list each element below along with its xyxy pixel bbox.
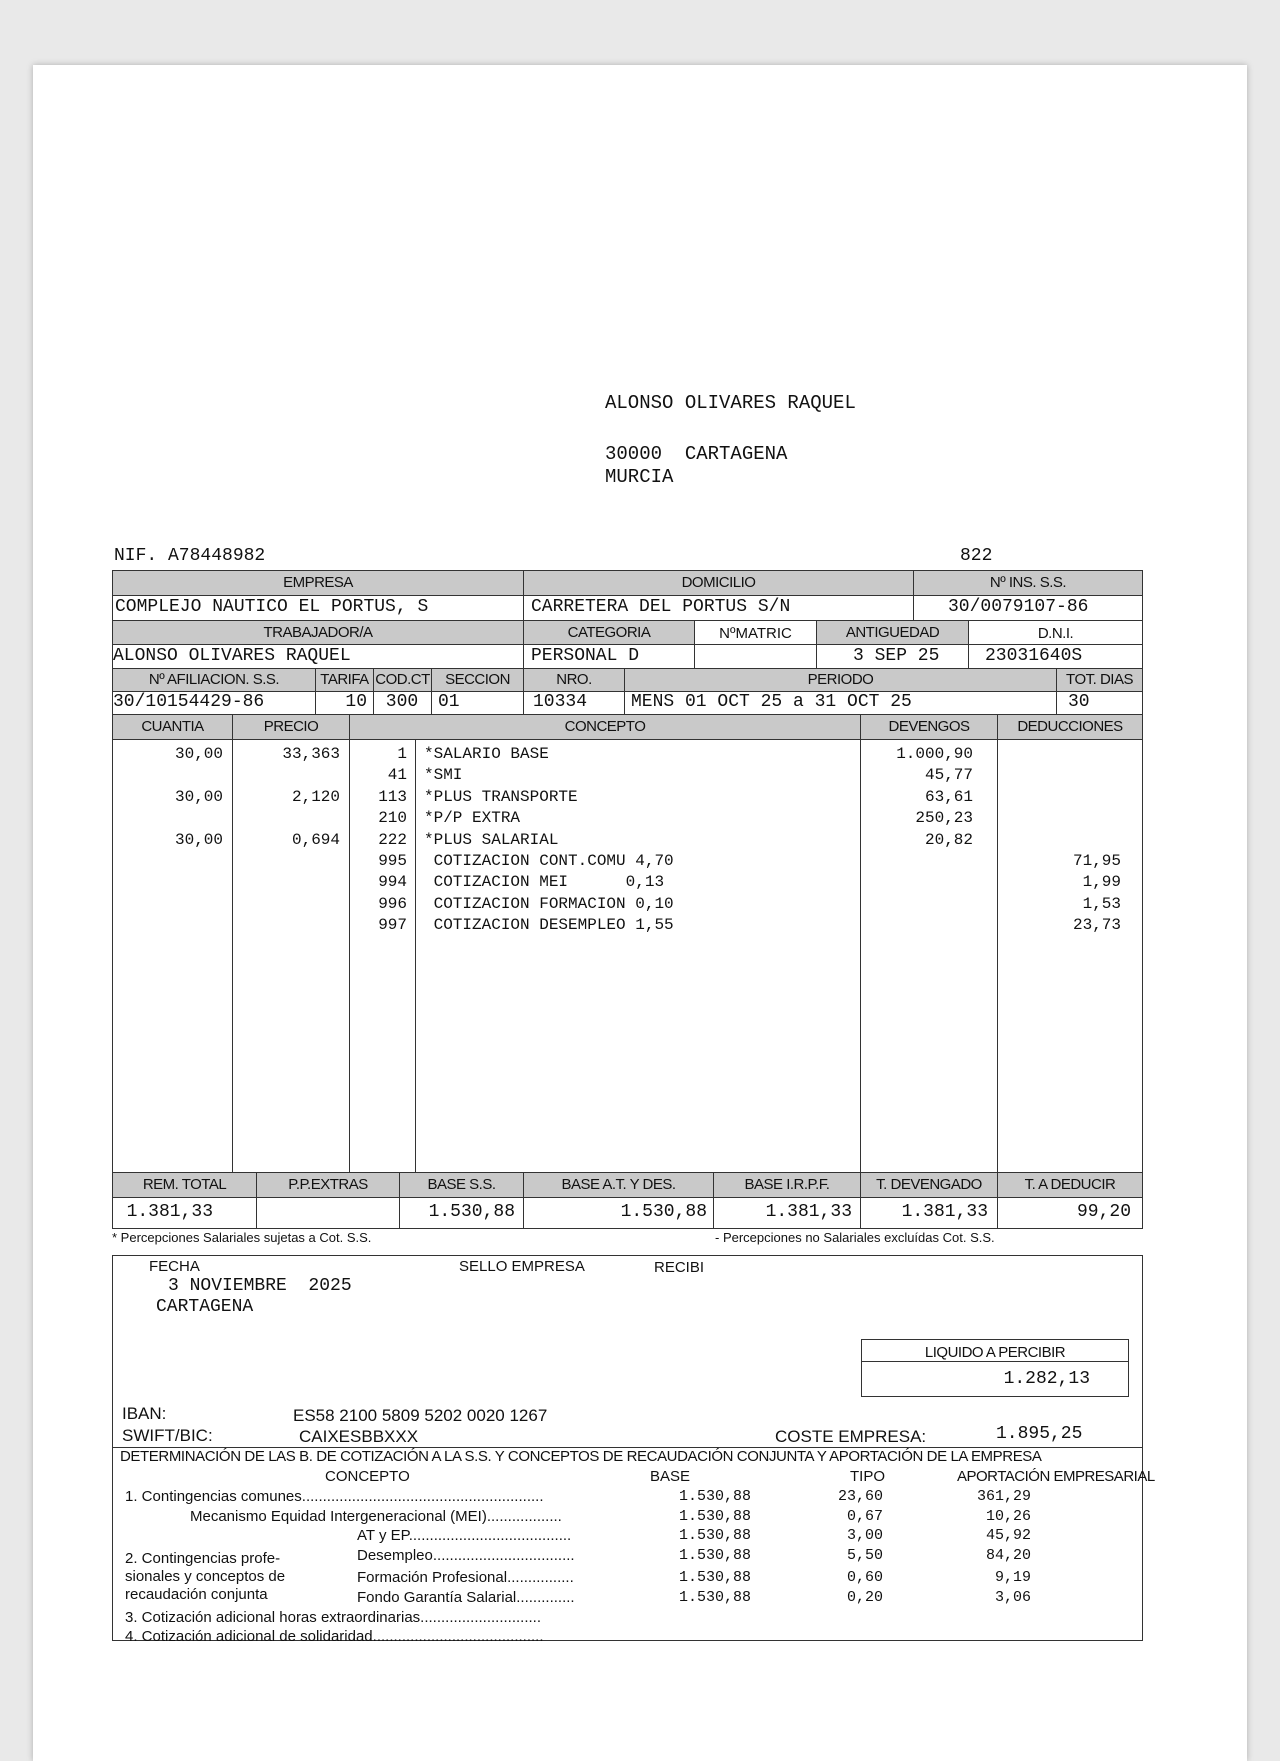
footer-box xyxy=(112,1255,1143,1448)
det-base: 1.530,88 xyxy=(678,1527,751,1544)
line-devengo: 20,82 xyxy=(924,830,973,849)
nif: NIF. A78448982 xyxy=(114,546,266,566)
det-label: 4. Cotización adicional de solidaridad......................................... xyxy=(125,1628,544,1645)
line-code: 222 xyxy=(378,830,407,849)
payroll-line xyxy=(113,915,1142,936)
det-label: 1. Contingencias comunes.......................................................... xyxy=(125,1488,544,1505)
payslip-page xyxy=(33,65,1247,1761)
line-concepto: *P/P EXTRA xyxy=(424,809,521,828)
header-categoria: CATEGORIA xyxy=(524,621,695,644)
payroll-line xyxy=(113,851,1142,872)
det-label: Fondo Garantía Salarial.............. xyxy=(357,1589,575,1606)
det-label: 3. Cotización adicional horas extraordinarias............................. xyxy=(125,1609,542,1626)
header-domicilio: DOMICILIO xyxy=(524,571,914,595)
header-dni: D.N.I. xyxy=(969,621,1142,644)
fecha-label: FECHA xyxy=(149,1258,200,1275)
affiliation-tarifa: 10 xyxy=(345,692,367,712)
line-concepto: *SALARIO BASE xyxy=(424,745,549,763)
liquido-value: 1.282,13 xyxy=(1003,1369,1090,1389)
line-concepto: COTIZACION FORMACION 0,10 xyxy=(424,894,674,913)
company-ins-ss: 30/0079107-86 xyxy=(948,597,1089,617)
affiliation-codct: 300 xyxy=(385,692,419,712)
payroll-line xyxy=(113,765,1142,786)
det-aportacion: 45,92 xyxy=(985,1527,1031,1544)
header-tarifa: TARIFA xyxy=(316,669,374,691)
line-concepto: COTIZACION CONT.COMU 4,70 xyxy=(424,851,674,870)
header-t-devengado: T. DEVENGADO xyxy=(861,1173,998,1197)
total-deducir: 99,20 xyxy=(1076,1202,1131,1222)
det-col-tipo: TIPO xyxy=(850,1468,886,1485)
affiliation-number: 30/10154429-86 xyxy=(113,692,265,712)
determination-row xyxy=(113,1507,1142,1526)
det-label: AT y EP....................................... xyxy=(357,1527,572,1544)
header-cuantia: CUANTIA xyxy=(113,715,233,739)
payment-date: 3 NOVIEMBRE 2025 xyxy=(168,1276,352,1296)
det-tipo: 0,20 xyxy=(846,1589,883,1606)
det-label: Mecanismo Equidad Intergeneracional (MEI).................. xyxy=(190,1508,562,1525)
line-code: 113 xyxy=(378,787,407,806)
header-concepto: CONCEPTO xyxy=(350,715,861,739)
line-code: 41 xyxy=(387,766,407,785)
line-devengo: 250,23 xyxy=(915,809,973,828)
header-devengos: DEVENGOS xyxy=(861,715,998,739)
det-aportacion: 10,26 xyxy=(985,1508,1031,1525)
det-aportacion: 3,06 xyxy=(994,1589,1031,1606)
line-devengo: 45,77 xyxy=(924,766,973,785)
worker-dni: 23031640S xyxy=(985,646,1083,666)
det-col-concepto: CONCEPTO xyxy=(325,1468,410,1485)
line-code: 997 xyxy=(378,916,407,935)
note-salariales: * Percepciones Salariales sujetas a Cot. S.S. xyxy=(112,1230,372,1245)
payroll-line xyxy=(113,872,1142,893)
line-devengo: 63,61 xyxy=(924,787,973,806)
affiliation-periodo: MENS 01 OCT 25 a 31 OCT 25 xyxy=(631,692,912,712)
line-devengo: 1.000,90 xyxy=(896,745,973,763)
det-base: 1.530,88 xyxy=(678,1569,751,1586)
worker-category: PERSONAL D xyxy=(531,646,640,666)
sello-label: SELLO EMPRESA xyxy=(459,1258,585,1275)
header-ins-ss: Nº INS. S.S. xyxy=(914,571,1142,595)
det-label: Desempleo.................................. xyxy=(357,1547,575,1564)
line-code: 210 xyxy=(378,809,407,828)
line-code: 1 xyxy=(397,745,407,763)
affiliation-nro: 10334 xyxy=(533,692,588,712)
payment-city: CARTAGENA xyxy=(156,1297,254,1317)
company-name: COMPLEJO NAUTICO EL PORTUS, S xyxy=(115,597,429,617)
note-no-salariales: - Percepciones no Salariales excluídas Cot. S.S. xyxy=(715,1230,995,1245)
line-cuantia: 30,00 xyxy=(174,745,223,763)
header-deducciones: DEDUCCIONES xyxy=(998,715,1142,739)
line-concepto: *PLUS TRANSPORTE xyxy=(424,787,578,806)
coste-label: COSTE EMPRESA: xyxy=(775,1427,927,1446)
det-base: 1.530,88 xyxy=(678,1488,751,1505)
header-base-at: BASE A.T. Y DES. xyxy=(524,1173,714,1197)
header-afiliacion: Nº AFILIACION. S.S. xyxy=(113,669,316,691)
line-precio: 2,120 xyxy=(291,787,340,806)
header-empresa: EMPRESA xyxy=(113,571,524,595)
line-code: 996 xyxy=(378,894,407,913)
header-base-irpf: BASE I.R.P.F. xyxy=(714,1173,861,1197)
payroll-line xyxy=(113,830,1142,851)
header-codct: COD.CT xyxy=(374,669,432,691)
header-rem-total: REM. TOTAL xyxy=(113,1173,257,1197)
determination-box xyxy=(112,1447,1155,1645)
header-grid xyxy=(112,570,1143,1229)
determination-row xyxy=(113,1526,1142,1545)
det-base: 1.530,88 xyxy=(678,1508,751,1525)
det-aportacion: 9,19 xyxy=(994,1569,1031,1586)
header-t-deducir: T. A DEDUCIR xyxy=(998,1173,1142,1197)
affiliation-tot-dias: 30 xyxy=(1068,692,1090,712)
det-tipo: 5,50 xyxy=(846,1547,883,1564)
worker-antiguedad: 3 SEP 25 xyxy=(853,646,940,666)
coste-value: 1.895,25 xyxy=(996,1424,1083,1444)
determination-row xyxy=(113,1568,1142,1587)
header-base-ss: BASE S.S. xyxy=(400,1173,524,1197)
header-matric: NºMATRIC xyxy=(695,621,817,644)
liquido-label: LIQUIDO A PERCIBIR xyxy=(862,1340,1128,1362)
recipient-name: ALONSO OLIVARES RAQUEL xyxy=(605,392,856,414)
det-base: 1.530,88 xyxy=(678,1547,751,1564)
header-nro: NRO. xyxy=(524,669,625,691)
total-devengado: 1.381,33 xyxy=(901,1202,988,1222)
line-precio: 0,694 xyxy=(291,830,340,849)
determination-row xyxy=(113,1487,1142,1506)
determination-row xyxy=(113,1546,1142,1565)
line-deduccion: 23,73 xyxy=(1072,916,1121,935)
det-aportacion: 84,20 xyxy=(985,1547,1031,1564)
header-antiguedad: ANTIGUEDAD xyxy=(817,621,969,644)
line-cuantia: 30,00 xyxy=(174,830,223,849)
line-cuantia: 30,00 xyxy=(174,787,223,806)
det-col-base: BASE xyxy=(650,1468,691,1485)
determination-title: DETERMINACIÓN DE LAS B. DE COTIZACIÓN A LA S.S. Y CONCEPTOS DE RECAUDACIÓN CONJUNTA Y APORTACIÓN DE LA EMPRESA xyxy=(120,1448,1042,1465)
line-deduccion: 1,53 xyxy=(1082,894,1121,913)
line-concepto: *PLUS SALARIAL xyxy=(424,830,559,849)
total-base-irpf: 1.381,33 xyxy=(765,1202,852,1222)
det-group-label: 2. Contingencias profe- sionales y conceptos de recaudación conjunta xyxy=(125,1550,286,1603)
det-aportacion: 361,29 xyxy=(976,1488,1031,1505)
payroll-line xyxy=(113,894,1142,915)
line-code: 994 xyxy=(378,873,407,892)
iban-label: IBAN: xyxy=(122,1404,167,1423)
det-tipo: 0,60 xyxy=(846,1569,883,1586)
affiliation-seccion: 01 xyxy=(438,692,460,712)
worker-name: ALONSO OLIVARES RAQUEL xyxy=(113,646,351,666)
liquido-box xyxy=(861,1339,1129,1397)
payroll-line xyxy=(113,787,1142,808)
doc-number: 822 xyxy=(960,546,993,566)
determination-row xyxy=(113,1608,1142,1627)
det-tipo: 23,60 xyxy=(837,1488,883,1505)
line-precio: 33,363 xyxy=(282,745,340,763)
payroll-line xyxy=(113,744,1142,765)
line-deduccion: 1,99 xyxy=(1082,873,1121,892)
swift-label: SWIFT/BIC: xyxy=(122,1426,213,1445)
det-label: Formación Profesional................ xyxy=(357,1569,574,1586)
lines-table xyxy=(112,739,1143,1172)
header-periodo: PERIODO xyxy=(625,669,1057,691)
det-tipo: 0,67 xyxy=(846,1508,883,1525)
total-base-ss: 1.530,88 xyxy=(428,1202,515,1222)
det-base: 1.530,88 xyxy=(678,1589,751,1606)
det-col-aportacion: APORTACIÓN EMPRESARIAL xyxy=(957,1468,1155,1485)
determination-row xyxy=(113,1588,1142,1607)
swift-value: CAIXESBBXXX xyxy=(299,1427,419,1446)
line-concepto: COTIZACION MEI 0,13 xyxy=(424,873,665,892)
header-pp-extras: P.P.EXTRAS xyxy=(257,1173,400,1197)
header-precio: PRECIO xyxy=(233,715,350,739)
recibi-label: RECIBI xyxy=(654,1259,705,1276)
total-rem: 1.381,33 xyxy=(126,1202,213,1222)
determination-row xyxy=(113,1627,1142,1646)
line-code: 995 xyxy=(378,851,407,870)
company-address: CARRETERA DEL PORTUS S/N xyxy=(531,597,791,617)
line-concepto: COTIZACION DESEMPLEO 1,55 xyxy=(424,916,674,935)
header-seccion: SECCION xyxy=(432,669,524,691)
det-tipo: 3,00 xyxy=(846,1527,883,1544)
header-tot-dias: TOT. DIAS xyxy=(1057,669,1142,691)
header-trabajador: TRABAJADOR/A xyxy=(113,621,524,644)
iban-value: ES58 2100 5809 5202 0020 1267 xyxy=(293,1406,548,1425)
total-base-at: 1.530,88 xyxy=(620,1202,707,1222)
line-concepto: *SMI xyxy=(424,766,463,785)
payroll-line xyxy=(113,808,1142,829)
recipient-postal: 30000 CARTAGENA xyxy=(605,443,788,465)
recipient-province: MURCIA xyxy=(605,466,674,488)
line-deduccion: 71,95 xyxy=(1072,851,1121,870)
